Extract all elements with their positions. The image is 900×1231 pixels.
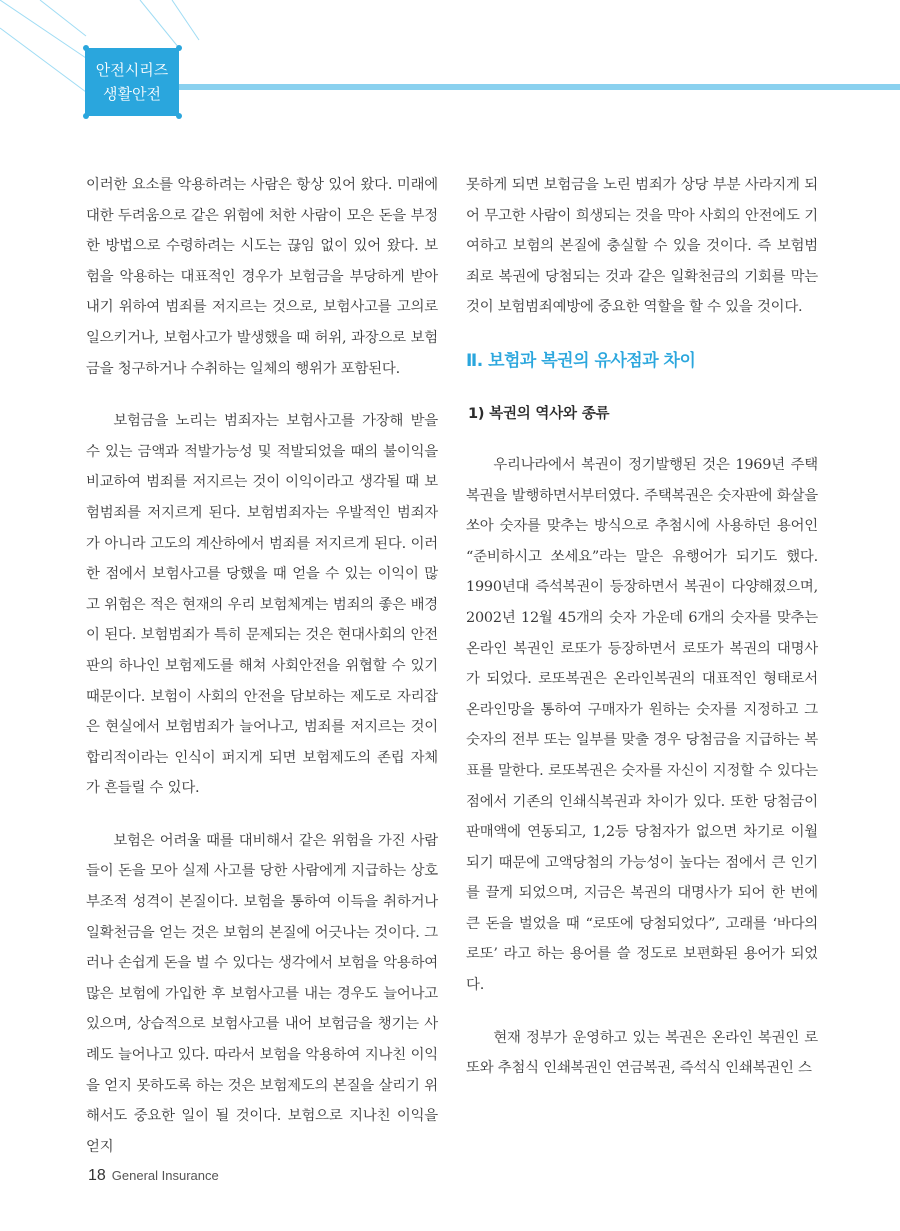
paragraph: 우리나라에서 복권이 정기발행된 것은 1969년 주택복권을 발행하면서부터였다. 주택복권은 숫자판에 화살을 쏘아 숫자를 맞추는 방식으로 추첨시에 사용하던 용어인 “준비하시고 쏘세요”라는 말은 유행어가 되기도 했다. 1990년대 즉석복권이 등장하면서 복권이 다양해졌으며, 2002년 12월 45개의 숫자 가운데 6개의 숫자를 맞추는 온라인 복권인 로또가 등장하면서 로또가 복권의 대명사가 되었다. 로또복권은 온라인복권의 대표적인 형태로서 온라인망을 통하여 구매자가 원하는 숫자를 지정하고 그 숫자의 전부 또는 일부를 맞출 경우 당첨금을 지급하는 복표를 말한다. 로또복권은 숫자를 자신이 지정할 수 있다는 점에서 기존의 인쇄식복권과 차이가 있다. 또한 당첨금이 판매액에 연동되고, 1,2등 당첨자가 없으면 차기로 이월되기 때문에 고액당첨의 가능성이 높다는 점에서 큰 인기를 끌게 되었으며, 지금은 복권의 대명사가 되어 한 번에 큰 돈을 벌었을 때 “로또에 당첨되었다”, 고래를 ‘바다의 로또’ 라고 하는 용어를 쓸 정도로 보편화된 용어가 되었다. — [466, 456, 818, 994]
decor-line — [172, 0, 199, 40]
paragraph: 보험금을 노리는 범죄자는 보험사고를 가장해 받을 수 있는 금액과 적발가능성 및 적발되었을 때의 불이익을 비교하여 범죄를 저지르는 것이 이익이라고 생각될 때 보험범죄를 저지르게 된다. 보험범죄자는 우발적인 범죄자가 아니라 고도의 계산하에서 범죄를 저지르게 된다. 이러한 점에서 보험사고를 당했을 때 얻을 수 있는 이익이 많고 위험은 적은 현재의 우리 보험체계는 범죄의 좋은 배경이 된다. 보험범죄가 특히 문제되는 것은 현대사회의 안전판의 하나인 보험제도를 해쳐 사회안전을 위협할 수 있기 때문이다. 보험이 사회의 안전을 담보하는 제도로 자리잡은 현실에서 보험범죄가 늘어나고, 범죄를 저지르는 것이 합리적이라는 인식이 퍼지게 되면 보험제도의 존립 자체가 흔들릴 수 있다. — [86, 413, 438, 797]
right-column — [466, 170, 818, 1084]
paragraph: 이러한 요소를 악용하려는 사람은 항상 있어 왔다. 미래에 대한 두려움으로 같은 위험에 처한 사람이 모은 돈을 부정한 방법으로 수령하려는 시도는 끊임 없이 있어 왔다. 보험을 악용하는 대표적인 경우가 보험금을 부당하게 받아내기 위하여 범죄를 저지르는 것으로, 보험사고를 고의로 일으키거나, 보험사고가 발생했을 때 허위, 과장으로 보험금을 청구하거나 수취하는 일체의 행위가 포함된다. — [86, 177, 438, 377]
decor-line — [0, 28, 86, 92]
decor-line — [40, 0, 86, 36]
section-title: Ⅱ. 보험과 복권의 유사점과 차이 — [466, 350, 696, 371]
paragraph: 못하게 되면 보험금을 노린 범죄가 상당 부분 사라지게 되어 무고한 사람이 희생되는 것을 막아 사회의 안전에도 기여하고 보험의 본질에 충실할 수 있을 것이다. 즉 보험범죄로 복권에 당첨되는 것과 같은 일확천금의 기회를 막는 것이 보험범죄예방에 중요한 역할을 할 수 있을 것이다. — [466, 177, 818, 316]
decor-line — [140, 0, 179, 48]
series-label-line2: 생활안전 — [103, 85, 161, 103]
left-column — [86, 170, 438, 1162]
decor-line — [0, 0, 86, 58]
subsection-title: 1) 복권의 역사와 종류 — [468, 405, 610, 422]
paragraph: 현재 정부가 운영하고 있는 복권은 온라인 복권인 로또와 추첨식 인쇄복권인 연금복권, 즉석식 인쇄복권인 스 — [466, 1029, 818, 1077]
page-footer — [88, 1167, 219, 1185]
publication-name: General Insurance — [111, 1168, 219, 1183]
series-label-line1: 안전시리즈 — [95, 61, 169, 79]
series-badge — [85, 48, 179, 116]
page-number: 18 — [88, 1167, 106, 1184]
header-rule — [179, 84, 900, 90]
paragraph: 보험은 어려울 때를 대비해서 같은 위험을 가진 사람들이 돈을 모아 실제 사고를 당한 사람에게 지급하는 상호부조적 성격이 본질이다. 보험을 통하여 이득을 취하거나 일확천금을 얻는 것은 보험의 본질에 어긋나는 것이다. 그러나 손쉽게 돈을 벌 수 있다는 생각에서 보험을 악용하여 많은 보험에 가입한 후 보험사고를 내는 경우도 늘어나고 있으며, 상습적으로 보험사고를 내어 보험금을 챙기는 사례도 늘어나고 있다. 따라서 보험을 악용하여 지나친 이익을 얻지 못하도록 하는 것은 보험제도의 본질을 살리기 위해서도 중요한 일이 될 것이다. 보험으로 지나친 이익을 얻지 — [86, 832, 438, 1155]
